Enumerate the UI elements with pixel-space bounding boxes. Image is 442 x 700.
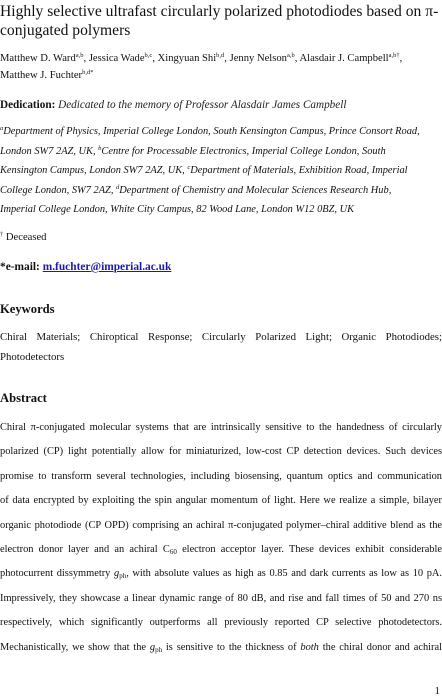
dedication-label: Dedication: bbox=[0, 99, 56, 111]
deceased-note: † Deceased bbox=[0, 231, 47, 243]
author: Matthew J. Fuchter$^{b,d*}$ bbox=[0, 69, 94, 81]
author: Jessica Wade$^{b,c}$ bbox=[88, 52, 153, 64]
title-line-2: conjugated polymers bbox=[0, 22, 131, 39]
paper-title bbox=[0, 2, 442, 40]
author: Matthew D. Ward$^{a,b}$ bbox=[0, 52, 84, 64]
author: Alasdair J. Campbell$^{a,b\dagger}$ bbox=[299, 52, 400, 64]
email-link[interactable]: m.fuchter@imperial.ac.uk bbox=[42, 261, 172, 273]
abstract-body: Chiral π-conjugated molecular systems that are intrinsically sensitive to the handedness of circularly polarized (CP) light potentially allow for miniaturized, low-cost CP detection devices. Such devices promise to transform several technologies, including biosensing, quantum optics and communication of data encrypted by exploiting the spin angular momentum of light. Here we realize a simple, bilayer organic photodiode (CP OPD) comprising an achiral π-conjugated polymer–chiral additive blend as the electron donor layer and an achiral $C_{60}$ electron acceptor layer. These devices exhibit considerable photocurrent dissymmetry $g_{ph}$, with absolute values as high as 0.85 and dark currents as low as 10 pA. Impressively, they showcase a linear dynamic range of 80 dB, and rise and fall times of 50 and 270 ns respectively, which significantly outperforms all previously reported CP selective photodetectors. Mechanistically, we show that the $g_{ph}$ is sensitive to the thickness of both the chiral donor and achiral bbox=[0, 422, 442, 654]
author: Jenny Nelson$^{a,b}$ bbox=[229, 52, 295, 64]
title-line-1: Highly selective ultrafast circularly polarized photodiodes based on π- bbox=[0, 3, 439, 20]
keywords-text: Chiral Materials; Chiroptical Response; Circularly Polarized Light; Organic Photodiodes; Photodetectors bbox=[0, 331, 442, 363]
dedication-text: Dedicated to the memory of Professor Alasdair James Campbell bbox=[58, 99, 347, 111]
page-number: 1 bbox=[434, 685, 440, 697]
contact-email bbox=[0, 259, 442, 275]
keywords-heading: Keywords bbox=[0, 302, 55, 316]
email-label: *e-mail: bbox=[0, 261, 40, 273]
author: Xingyuan Shi$^{b,d}$ bbox=[157, 52, 225, 64]
abstract-heading: Abstract bbox=[0, 391, 47, 405]
author-list: Matthew D. Ward$^{a,b}$, Jessica Wade$^{b,c}$, Xingyuan Shi$^{b,d}$, Jenny Nelson$^{a,b}$, Alasdair J. Campbell$^{a,b\dagger}$, Matthew J. Fuchter$^{b,d*}$ bbox=[0, 52, 403, 81]
dagger-mark: † bbox=[0, 231, 4, 238]
dedication bbox=[0, 97, 442, 113]
affiliations: $^a$Department of Physics, Imperial College London, South Kensington Campus, Prince Consort Road, London SW7 2AZ, UK, $^b$Centre for Processable Electronics, Imperial College London, South Kensington Campus, London SW7 2AZ, UK, $^c$Department of Materials, Exhibition Road, Imperial College London, SW7 2AZ, $^d$Department of Chemistry and Molecular Sciences Research Hub, Imperial College London, White City Campus, 82 Wood Lane, London W12 0BZ, UK bbox=[0, 125, 420, 215]
